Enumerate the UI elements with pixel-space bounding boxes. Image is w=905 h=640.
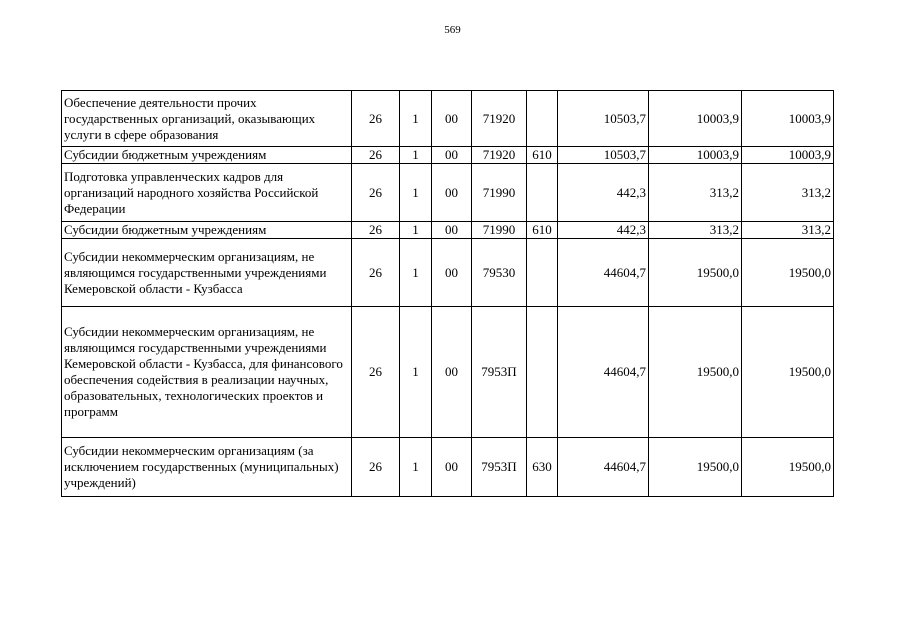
amount-year-1-cell: 442,3 — [558, 164, 649, 222]
target-article-cell: 71920 — [472, 147, 527, 164]
amount-year-2-cell: 10003,9 — [649, 147, 742, 164]
section-code-cell: 1 — [400, 239, 432, 307]
budget-table — [61, 90, 834, 497]
expense-type-cell: 610 — [527, 147, 558, 164]
section-code-cell: 1 — [400, 147, 432, 164]
expense-type-cell: 630 — [527, 438, 558, 497]
subsection-code-cell: 00 — [432, 164, 472, 222]
target-article-cell: 79530 — [472, 239, 527, 307]
section-code-cell: 1 — [400, 307, 432, 438]
subsection-code-cell: 00 — [432, 438, 472, 497]
amount-year-1-cell: 44604,7 — [558, 307, 649, 438]
section-code-cell: 1 — [400, 438, 432, 497]
target-article-cell: 71920 — [472, 91, 527, 147]
expense-type-cell: 610 — [527, 222, 558, 239]
table-row — [62, 164, 834, 222]
ministry-code-cell: 26 — [352, 164, 400, 222]
amount-year-3-cell: 10003,9 — [742, 147, 834, 164]
amount-year-2-cell: 19500,0 — [649, 307, 742, 438]
table-row — [62, 239, 834, 307]
table-row — [62, 147, 834, 164]
ministry-code-cell: 26 — [352, 147, 400, 164]
target-article-cell: 71990 — [472, 164, 527, 222]
row-name-cell: Субсидии некоммерческим организациям (за исключением государственных (муниципальных) учреждений) — [62, 438, 352, 497]
subsection-code-cell: 00 — [432, 239, 472, 307]
subsection-code-cell: 00 — [432, 147, 472, 164]
amount-year-1-cell: 10503,7 — [558, 147, 649, 164]
expense-type-cell — [527, 307, 558, 438]
ministry-code-cell: 26 — [352, 222, 400, 239]
target-article-cell: 7953П — [472, 438, 527, 497]
expense-type-cell — [527, 164, 558, 222]
row-name-cell: Обеспечение деятельности прочих государственных организаций, оказывающих услуги в сфере образования — [62, 91, 352, 147]
ministry-code-cell: 26 — [352, 307, 400, 438]
amount-year-2-cell: 10003,9 — [649, 91, 742, 147]
row-name-cell: Субсидии некоммерческим организациям, не являющимся государственными учреждениями Кемеровской области - Кузбасса — [62, 239, 352, 307]
row-name-cell: Субсидии бюджетным учреждениям — [62, 147, 352, 164]
amount-year-3-cell: 19500,0 — [742, 239, 834, 307]
amount-year-2-cell: 313,2 — [649, 164, 742, 222]
amount-year-3-cell: 313,2 — [742, 164, 834, 222]
row-name-cell: Субсидии некоммерческим организациям, не являющимся государственными учреждениями Кемеровской области - Кузбасса, для финансового обеспечения содействия в реализации научных, образовательных, технологических проектов и программ — [62, 307, 352, 438]
subsection-code-cell: 00 — [432, 91, 472, 147]
amount-year-1-cell: 44604,7 — [558, 438, 649, 497]
table-row — [62, 307, 834, 438]
section-code-cell: 1 — [400, 91, 432, 147]
amount-year-3-cell: 19500,0 — [742, 307, 834, 438]
subsection-code-cell: 00 — [432, 222, 472, 239]
amount-year-2-cell: 313,2 — [649, 222, 742, 239]
amount-year-1-cell: 442,3 — [558, 222, 649, 239]
ministry-code-cell: 26 — [352, 91, 400, 147]
amount-year-1-cell: 10503,7 — [558, 91, 649, 147]
subsection-code-cell: 00 — [432, 307, 472, 438]
amount-year-3-cell: 10003,9 — [742, 91, 834, 147]
amount-year-1-cell: 44604,7 — [558, 239, 649, 307]
expense-type-cell — [527, 91, 558, 147]
amount-year-2-cell: 19500,0 — [649, 239, 742, 307]
row-name-cell: Подготовка управленческих кадров для организаций народного хозяйства Российской Федерации — [62, 164, 352, 222]
table-row — [62, 91, 834, 147]
ministry-code-cell: 26 — [352, 438, 400, 497]
expense-type-cell — [527, 239, 558, 307]
target-article-cell: 71990 — [472, 222, 527, 239]
amount-year-2-cell: 19500,0 — [649, 438, 742, 497]
table-row — [62, 438, 834, 497]
table-row — [62, 222, 834, 239]
amount-year-3-cell: 313,2 — [742, 222, 834, 239]
ministry-code-cell: 26 — [352, 239, 400, 307]
target-article-cell: 7953П — [472, 307, 527, 438]
row-name-cell: Субсидии бюджетным учреждениям — [62, 222, 352, 239]
section-code-cell: 1 — [400, 164, 432, 222]
page-number: 569 — [444, 24, 461, 36]
amount-year-3-cell: 19500,0 — [742, 438, 834, 497]
section-code-cell: 1 — [400, 222, 432, 239]
